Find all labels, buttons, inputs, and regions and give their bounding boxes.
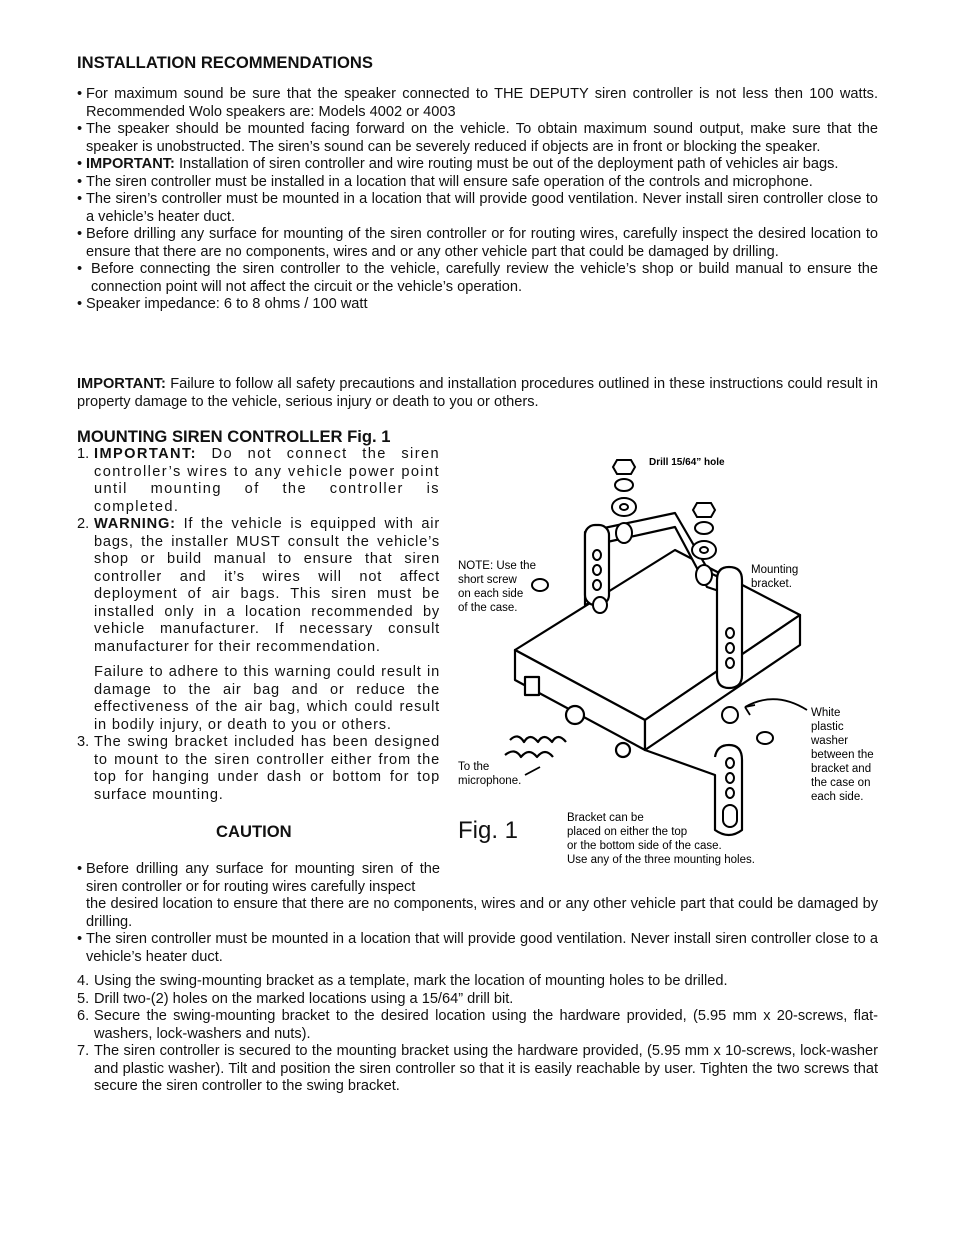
label-white-washer <box>811 706 874 804</box>
caution-bullet-list <box>77 861 878 966</box>
screw <box>696 565 712 585</box>
bracket-hole <box>593 580 601 590</box>
figure-title: Fig. 1 <box>458 817 519 844</box>
list-item <box>77 516 440 734</box>
bullet-text: For maximum sound be sure that the speaker connected to THE DEPUTY siren controller is not less then 100 watts. Recommended Wolo speakers are: Models 4002 or 4003 <box>86 86 878 120</box>
caution-text-part: the desired location to ensure that there are no components, wires and or any other vehicle part that could be damaged by drilling. <box>86 896 878 930</box>
microphone-cord <box>505 751 553 757</box>
label-line: microphone. <box>458 775 522 787</box>
section-title-installation: INSTALLATION RECOMMENDATIONS <box>77 53 373 72</box>
label-bracket-placement <box>567 811 755 867</box>
label-microphone <box>458 760 521 788</box>
important-label: IMPORTANT: <box>86 156 175 172</box>
list-item <box>77 446 440 516</box>
list-item <box>77 1008 878 1043</box>
step-number: 4. <box>77 973 90 989</box>
label-line: the case on <box>811 777 871 789</box>
important-note-text: Failure to follow all safety precautions and installation procedures outlined in these instructions could result in property damage to the vehicle, serious injury or death to you or others. <box>77 376 879 410</box>
list-item <box>77 226 878 261</box>
label-line: plastic <box>811 721 844 733</box>
label-line: placed on either the top <box>567 826 688 838</box>
step-label: IMPORTANT: <box>94 446 197 462</box>
screw <box>616 523 632 543</box>
label-line: washer <box>811 735 849 747</box>
bracket-hole <box>726 643 734 653</box>
label-line: White <box>811 707 841 719</box>
caution-text-part: • Before drilling any surface for mounting siren of the siren controller or for routing wires carefully inspect <box>86 861 440 895</box>
bracket-hole <box>726 628 734 638</box>
bullet-text: The siren’s controller must be mounted in a location that will provide good ventilation. Never install siren controller close to a vehicle’s heater duct. <box>86 191 878 225</box>
list-item <box>77 121 878 156</box>
controller-knob <box>566 706 584 724</box>
step-text: Do not connect the siren controller’s wires to any vehicle power point until mounting of the controller is completed. <box>94 446 440 515</box>
lock-washer <box>695 522 713 534</box>
bullet-text: Installation of siren controller and wire routing must be out of the deployment path of vehicles air bags. <box>178 156 839 172</box>
mounting-step-list <box>77 446 440 804</box>
label-line: Use any of the three mounting holes. <box>567 854 755 866</box>
label-line: on each side <box>458 588 524 600</box>
side-screw <box>757 732 773 744</box>
label-line: bracket and <box>811 763 872 775</box>
step-extra-text: Failure to adhere to this warning could result in damage to the air bag and or reduce the effectiveness of the air bag, which could result in bodily injury, or death to you or others. <box>94 664 440 733</box>
bullet-text: Before connecting the siren controller to the vehicle, carefully review the vehicle’s shop or build manual to ensure the connection point will not affect the circuit or the vehicle’s operation. <box>91 261 878 295</box>
flat-washer-hole <box>700 547 708 553</box>
final-step-list <box>77 973 878 1096</box>
list-item <box>77 261 878 296</box>
important-note <box>77 376 878 411</box>
label-line: of the case. <box>458 602 518 614</box>
list-item <box>77 174 878 192</box>
controller-connector <box>525 677 539 695</box>
nut <box>693 503 715 517</box>
mounting-steps-column <box>77 446 440 804</box>
label-line: short screw <box>458 574 517 586</box>
label-mounting-bracket <box>751 563 798 591</box>
caution-title: CAUTION <box>216 822 292 841</box>
list-item <box>77 973 878 991</box>
side-washer <box>593 597 607 613</box>
bracket-hole <box>726 758 734 768</box>
step-text: Drill two-(2) holes on the marked locations using a 15/64” drill bit. <box>94 990 514 1007</box>
bullet-text: Before drilling any surface for mounting of the siren controller or for routing wires, carefully inspect the desired location to ensure that there are no components, wires and or any other vehicle part that could be damaged by drilling. <box>86 226 878 260</box>
label-line: Bracket can be <box>567 812 644 824</box>
arrow-washer-head <box>745 705 755 715</box>
controller-jack <box>616 743 630 757</box>
installation-bullet-list <box>77 86 878 314</box>
list-item <box>77 931 878 966</box>
step-number: 7. <box>77 1043 90 1059</box>
step-text: Secure the swing-mounting bracket to the desired location using the hardware provided, (5.95 mm x 20-screws, flat-washers, lock-washers and nuts). <box>94 1008 878 1042</box>
step-number: 3. <box>77 734 90 750</box>
bullet-text: Speaker impedance: 6 to 8 ohms / 100 watt <box>86 296 368 312</box>
list-item <box>77 991 878 1009</box>
list-item <box>77 296 878 314</box>
label-line: or the bottom side of the case. <box>567 840 722 852</box>
bullet-text: The siren controller must be installed in a location that will ensure safe operation of the controls and microphone. <box>86 173 813 190</box>
mounting-figure <box>445 445 885 875</box>
label-note <box>458 559 536 615</box>
leader-line <box>525 767 540 775</box>
label-drill: Drill 15/64” hole <box>649 457 725 468</box>
bullet-text: The speaker should be mounted facing forward on the vehicle. To obtain maximum sound output, make sure that the speaker is unobstructed. The siren’s sound can be severely reduced if objects are in front or blocking the speaker. <box>86 121 878 155</box>
label-line: To the <box>458 761 490 773</box>
list-item <box>77 734 440 804</box>
flat-washer-hole <box>620 504 628 510</box>
bracket-hole <box>726 788 734 798</box>
lock-washer <box>615 479 633 491</box>
list-item <box>77 1043 878 1096</box>
step-text: If the vehicle is equipped with air bags, the installer MUST consult the vehicle’s shop or build manual to ensure that siren controller and it’s wires will not affect deployment of air bags. This siren must be installed only in a location recommended by vehicle manufacturer. If necessary consult manufacturer for their recommendation. <box>94 516 441 655</box>
step-number: 5. <box>77 990 90 1007</box>
white-plastic-washer <box>722 707 738 723</box>
step-label: WARNING: <box>94 516 176 532</box>
step-text: The swing bracket included has been designed to mount to the siren controller either from the top for hanging under dash or bottom for top surface mounting. <box>94 734 440 803</box>
important-label: IMPORTANT: <box>77 376 166 392</box>
microphone-cord <box>510 736 566 742</box>
label-line: Mounting <box>751 564 799 576</box>
list-item <box>77 191 878 226</box>
step-text: The siren controller is secured to the mounting bracket using the hardware provided, (5.95 mm x 10-screws, lock-washer and plastic washer). Tilt and position the siren controller so that it is easily reachable by user. Tighten the two screws that secure the siren controller to the swing bracket. <box>94 1043 878 1094</box>
bracket-hole <box>593 565 601 575</box>
section-title-mounting: MOUNTING SIREN CONTROLLER Fig. 1 <box>77 427 391 446</box>
step-number: 6. <box>77 1008 90 1024</box>
bracket-hole <box>726 658 734 668</box>
bracket-hole <box>726 773 734 783</box>
nut <box>613 460 635 474</box>
list-item <box>77 156 878 174</box>
step-number: 1. <box>77 446 90 462</box>
list-item <box>77 86 878 121</box>
label-line: between the <box>811 749 874 761</box>
label-line: each side. <box>811 791 864 803</box>
step-number: 2. <box>77 516 90 532</box>
label-line: NOTE: Use the <box>458 560 536 572</box>
label-line: bracket. <box>751 578 792 590</box>
step-text: Using the swing-mounting bracket as a template, mark the location of mounting holes to be drilled. <box>94 973 728 989</box>
caution-text-part: The siren controller must be mounted in a location that will provide good ventilation. Never install siren controller close to a vehicle’s heater duct. <box>86 931 878 965</box>
bracket-hole <box>593 550 601 560</box>
